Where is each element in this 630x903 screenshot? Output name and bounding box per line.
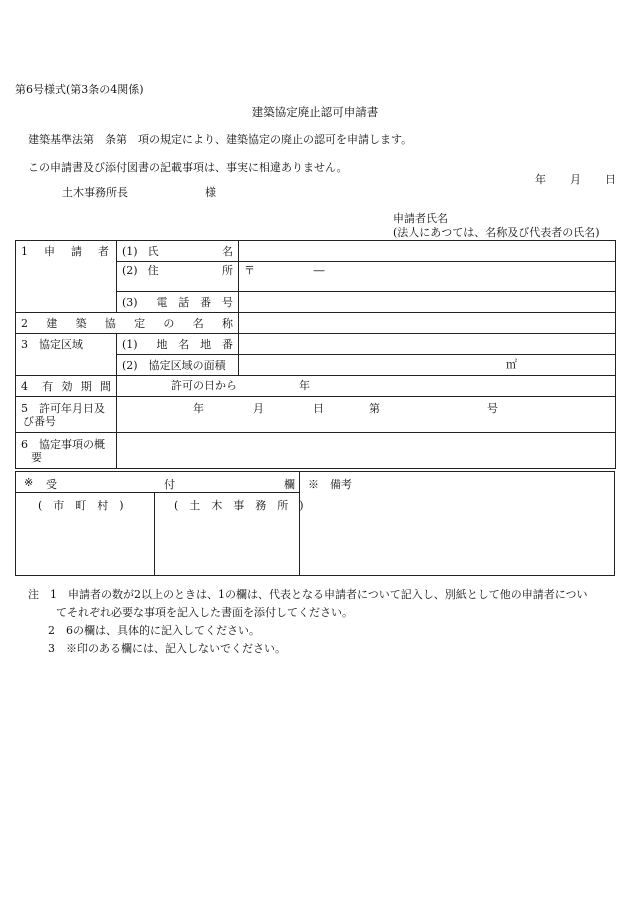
phone-field[interactable] (239, 292, 616, 313)
form-number: 第6号様式(第3条の4関係) (15, 83, 144, 96)
validity-period-field[interactable]: 許可の日から 年 (117, 376, 616, 397)
date-day: 日 (605, 173, 616, 186)
lot-number-label: (1) 地 名 地 番 (117, 334, 239, 355)
municipality-label: ( 市 町 村 ) (38, 499, 124, 512)
remarks-label: ※ 備考 (308, 478, 352, 491)
application-statement: 建築基準法第 条第 項の規定により、建築協定の廃止の認可を申請します。 (28, 133, 413, 146)
agreement-name-field[interactable] (239, 313, 616, 334)
applicant-label: 1 申 請 者 (16, 241, 117, 313)
name-label: (1) 氏 名 (117, 241, 239, 262)
addressee: 土木事務所長 (62, 186, 128, 199)
note-2: 2 6の欄は、具体的に記入してください。 (48, 624, 260, 637)
document-title: 建築協定廃止認可申請書 (251, 105, 379, 119)
reception-column (16, 472, 304, 575)
postal-dash: ― (313, 264, 325, 277)
lot-number-field[interactable] (239, 334, 616, 355)
permit-date-number-field[interactable]: 年 月 日 第 号 (117, 397, 616, 433)
reception-header: ※ 受 付 欄 (16, 472, 299, 493)
note-1-line-2: てそれぞれ必要な事項を記入した書面を添付してください。 (56, 606, 353, 619)
permit-date-number-label: 5 許可年月日及 び番号 (16, 397, 117, 433)
civil-engineering-office-label: ( 土 木 事 務 所 ) (174, 499, 304, 512)
area-size-label: (2) 協定区域の面積 (117, 355, 239, 376)
honorific: 様 (205, 186, 216, 199)
area-unit: ㎡ (506, 358, 517, 371)
area-size-field[interactable] (239, 355, 616, 376)
notes (28, 586, 588, 658)
reception-divider (154, 492, 155, 575)
application-form-table (15, 240, 616, 469)
accuracy-statement: この申請書及び添付図書の記載事項は、事実に相違ありません。 (28, 161, 348, 174)
postal-mark: 〒 (244, 264, 255, 277)
date-year: 年 (535, 173, 546, 186)
agreement-name-label: 2 建 築 協 定 の 名 称 (16, 313, 239, 334)
name-field[interactable] (239, 241, 616, 262)
agreement-area-label: 3 協定区域 (16, 334, 117, 376)
reception-section (15, 471, 615, 576)
address-label: (2) 住 所 (117, 262, 239, 292)
phone-label: (3) 電 話 番 号 (117, 292, 239, 313)
date-month: 月 (570, 173, 581, 186)
address-field[interactable] (239, 262, 616, 292)
agreement-summary-field[interactable] (117, 433, 616, 469)
note-1-line-1: 注 1 申請者の数が2以上のときは、1の欄は、代表となる申請者について記入し、別紙として他の申請者につい (28, 588, 588, 601)
agreement-summary-label: 6 協定事項の概 要 (16, 433, 117, 469)
applicant-name-note: (法人にあつては、名称及び代表者の氏名) (393, 226, 600, 239)
applicant-name-label: 申請者氏名 (393, 212, 448, 225)
validity-period-label: 4 有 効 期 間 (16, 376, 117, 397)
note-3: 3 ※印のある欄には、記入しないでください。 (48, 642, 286, 655)
